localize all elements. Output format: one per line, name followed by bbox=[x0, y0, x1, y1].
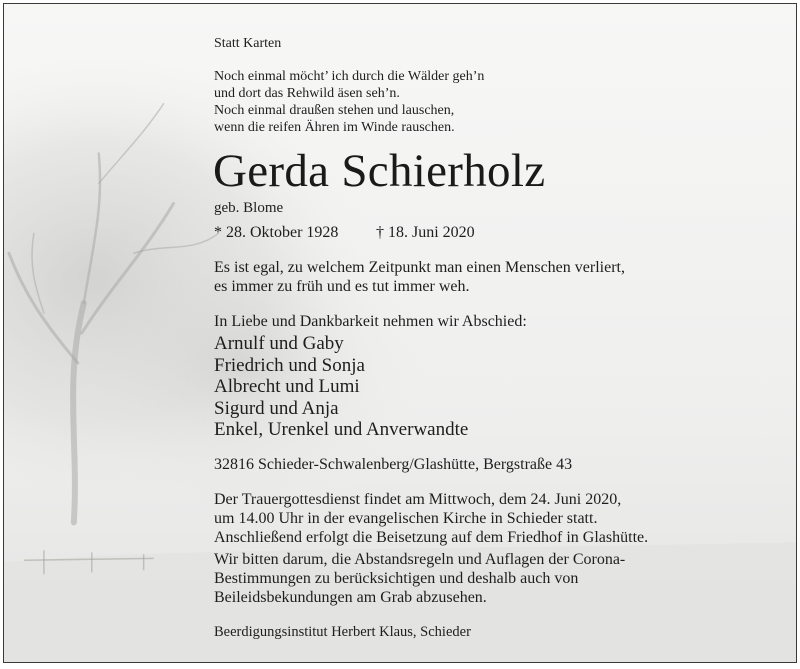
mourners-list bbox=[214, 333, 468, 441]
service-line: Anschließend erfolgt die Beisetzung auf dem Friedhof in Glashütte. bbox=[214, 529, 649, 546]
poem-line: wenn die reifen Ähren im Winde rauschen. bbox=[214, 120, 455, 135]
mourner: Enkel, Urenkel und Anverwandte bbox=[214, 419, 469, 440]
obituary-notice bbox=[3, 3, 797, 663]
quote bbox=[214, 258, 625, 296]
service-line: um 14.00 Uhr in der evangelischen Kirche in Schieder statt. bbox=[214, 510, 598, 527]
mourner: Friedrich und Sonja bbox=[214, 354, 365, 376]
poem-line: Noch einmal möcht’ ich durch die Wälder geh’n bbox=[214, 69, 485, 84]
poem-line: Noch einmal draußen stehen und lauschen, bbox=[214, 103, 455, 118]
corona-request bbox=[214, 550, 625, 607]
address: 32816 Schieder-Schwalenberg/Glashütte, Bergstraße 43 bbox=[214, 456, 573, 473]
maiden-name: geb. Blome bbox=[214, 200, 284, 216]
service-info bbox=[214, 490, 648, 547]
quote-line: es immer zu früh und es tut immer weh. bbox=[214, 278, 470, 295]
mourner: Albrecht und Lumi bbox=[214, 376, 360, 397]
farewell-intro: In Liebe und Dankbarkeit nehmen wir Abschied: bbox=[214, 313, 527, 330]
service-line: Der Trauergottesdienst findet am Mittwoch, dem 24. Juni 2020, bbox=[214, 491, 622, 508]
death-date: † 18. Juni 2020 bbox=[376, 224, 475, 241]
quote-line: Es ist egal, zu welchem Zeitpunkt man einen Menschen verliert, bbox=[214, 259, 625, 276]
birth-date: * 28. Oktober 1928 bbox=[214, 224, 339, 241]
poem bbox=[214, 68, 484, 136]
mourner: Arnulf und Gaby bbox=[214, 333, 344, 354]
poem-line: und dort das Rehwild äsen seh’n. bbox=[214, 86, 400, 101]
undertaker: Beerdigungsinstitut Herbert Klaus, Schieder bbox=[214, 624, 471, 640]
statt-karten: Statt Karten bbox=[214, 36, 282, 51]
mourner: Sigurd und Anja bbox=[214, 397, 339, 419]
deceased-name: Gerda Schierholz bbox=[213, 145, 546, 197]
request-line: Beileidsbekundungen am Grab abzusehen. bbox=[214, 589, 487, 606]
request-line: Bestimmungen zu berücksichtigen und deshalb auch von bbox=[214, 570, 579, 587]
request-line: Wir bitten darum, die Abstandsregeln und Auflagen der Corona- bbox=[214, 551, 626, 568]
